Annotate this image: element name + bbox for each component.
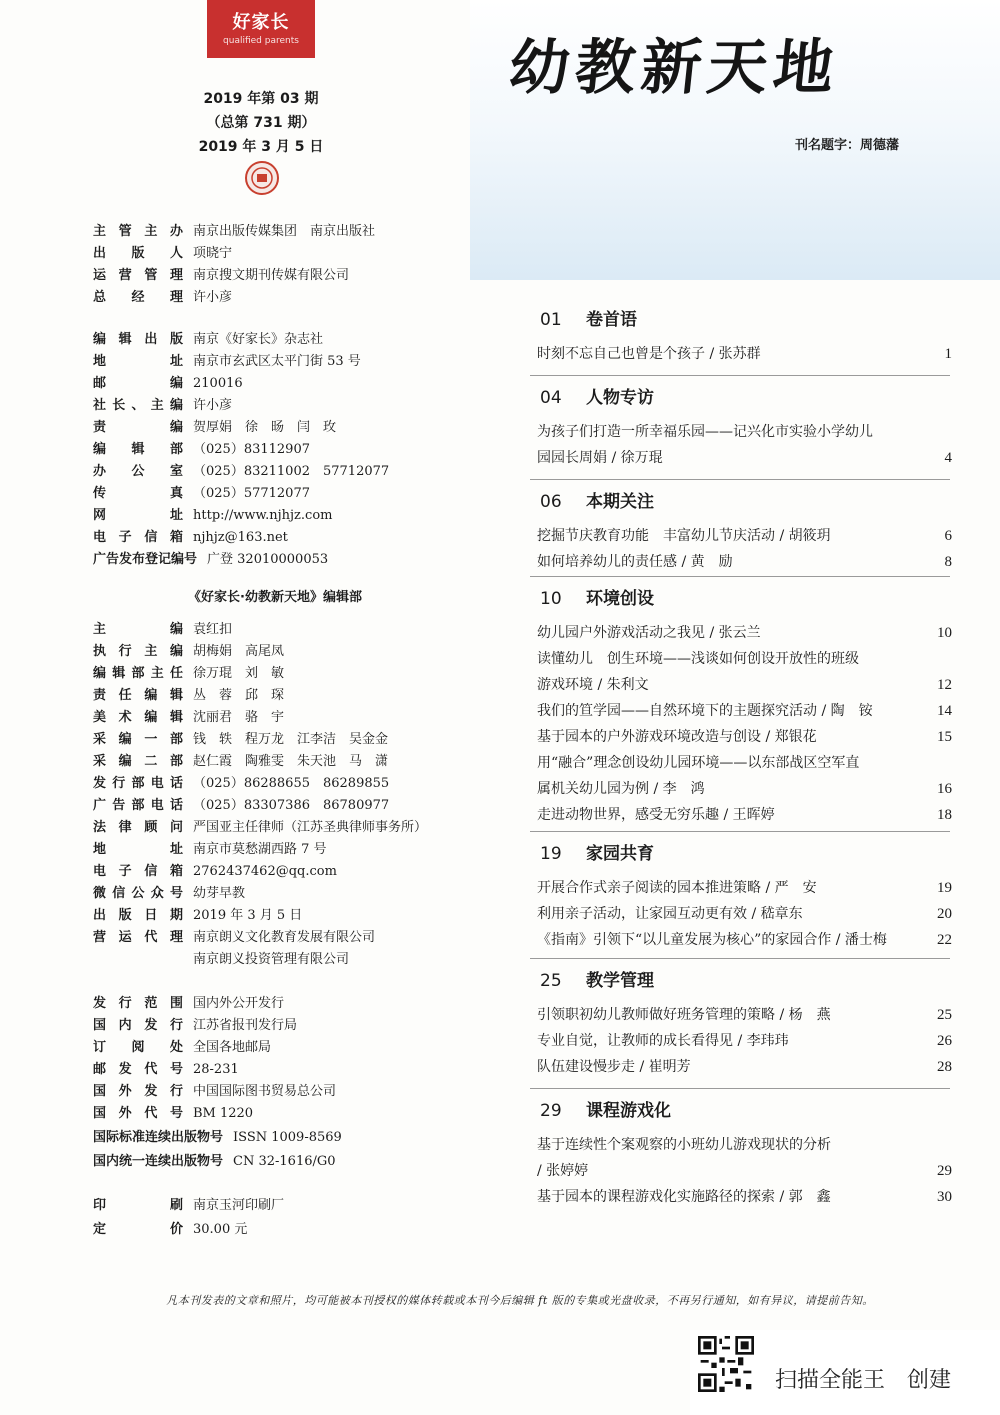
masthead-value: 南京玉河印刷厂 (193, 1198, 285, 1213)
toc-entry-text: 队伍建设慢步走 / 崔明芳 (537, 1059, 691, 1075)
toc-section-title: 人物专访 (586, 388, 654, 408)
brand-logo (207, 0, 315, 58)
masthead-value: 赵仁霞 陶雅雯 朱天池 马 潇 (193, 754, 389, 769)
masthead-row (93, 222, 375, 242)
toc-section-number: 25 (540, 971, 562, 991)
masthead-value: 210016 (193, 376, 243, 391)
toc-entry (537, 1184, 952, 1210)
masthead-value: 南京市玄武区太平门街 53 号 (193, 354, 361, 369)
masthead-row (93, 686, 284, 706)
toc-entry-text: 用“融合”理念创设幼儿园环境——以东部战区空军直 (537, 755, 860, 771)
masthead-value: 南京《好家长》杂志社 (193, 332, 324, 347)
masthead-value: （025）83211002 57712077 (193, 464, 390, 479)
toc-section-heading (540, 383, 654, 408)
masthead-label: 邮发代号 (93, 1062, 183, 1077)
masthead-value: （025）57712077 (193, 486, 310, 501)
toc-section-number: 29 (540, 1101, 562, 1121)
masthead-value: 30.00 元 (193, 1222, 248, 1237)
masthead-value: 丛 蓉 邱 琛 (193, 688, 285, 703)
masthead-label: 编辑部主任 (93, 666, 183, 681)
masthead-value: 许小彦 (193, 290, 233, 305)
toc-section-number: 19 (540, 844, 562, 864)
masthead-row (93, 884, 245, 904)
masthead-label: 国内发行 (93, 1018, 183, 1033)
masthead-value: 南京搜文期刊传媒有限公司 (193, 268, 350, 283)
toc-page-number: 12 (937, 677, 952, 693)
masthead-label: 运营管理 (93, 268, 183, 283)
masthead-value: 严国亚主任律师（江苏圣典律师事务所） (193, 820, 428, 835)
toc-section-title: 教学管理 (586, 971, 654, 991)
scanner-app-label: 扫描全能王 创建 (775, 1368, 952, 1393)
masthead-value: 广登 32010000053 (207, 552, 329, 567)
toc-section-heading (540, 966, 654, 991)
toc-entry (537, 901, 952, 927)
masthead-value: 国内外公开发行 (193, 996, 285, 1011)
toc-section-heading (540, 305, 637, 330)
toc-entry-text: 游戏环境 / 朱利文 (537, 677, 649, 693)
masthead-value: 许小彦 (193, 398, 233, 413)
toc-entry-text: 挖掘节庆教育功能 丰富幼儿节庆活动 / 胡筱玥 (537, 528, 831, 544)
masthead-label: 执行主编 (93, 644, 183, 659)
toc-page-number: 20 (937, 906, 952, 922)
masthead-label: 发行范围 (93, 996, 183, 1011)
masthead-row (93, 1038, 271, 1058)
masthead-row (93, 288, 232, 308)
qr-code-icon (698, 1336, 754, 1392)
masthead-value: 中国国际图书贸易总公司 (193, 1084, 337, 1099)
masthead-label: 发行部电话 (93, 776, 183, 791)
toc-section-heading (540, 487, 654, 512)
toc-section-heading (540, 1096, 671, 1121)
masthead-row (93, 462, 389, 482)
toc-entry-text: 开展合作式亲子阅读的园本推进策略 / 严 安 (537, 880, 817, 896)
toc-entry (537, 750, 952, 802)
toc-divider (530, 1088, 950, 1089)
toc-page-number: 6 (944, 528, 952, 544)
masthead-label: 编辑出版 (93, 332, 183, 347)
masthead-label: 网 址 (93, 508, 183, 523)
masthead-label: 微信公众号 (93, 886, 183, 901)
masthead-row (93, 352, 361, 372)
masthead-row (93, 642, 284, 662)
publisher-emblem-icon (244, 160, 280, 196)
toc-entry-text: 我们的笪学园——自然环境下的主题探究活动 / 陶 铵 (537, 703, 873, 719)
masthead-value: 钱 轶 程万龙 江李洁 吴金金 (193, 732, 389, 747)
toc-entry-text: 基于园本的户外游戏环境改造与创设 / 郑银花 (537, 729, 817, 745)
title-credit: 刊名题字：周德藩 (795, 138, 900, 153)
masthead-label: 国外代号 (93, 1106, 183, 1121)
toc-entry (537, 549, 952, 575)
toc-page-number: 19 (937, 880, 952, 896)
masthead-value: ISSN 1009-8569 (233, 1130, 342, 1145)
toc-entry-text: 如何培养幼儿的责任感 / 黄 励 (537, 554, 733, 570)
masthead-label: 广告发布登记编号 (93, 552, 198, 567)
toc-section-number: 10 (540, 589, 562, 609)
masthead-label: 印 刷 (93, 1198, 183, 1213)
toc-entry (537, 698, 952, 724)
toc-entry-text: 读懂幼儿 创生环境——浅谈如何创设开放性的班级 (537, 651, 859, 667)
masthead-row (93, 1220, 247, 1240)
toc-page-number: 25 (937, 1007, 952, 1023)
masthead-label: 地 址 (93, 842, 183, 857)
toc-entry (537, 927, 952, 953)
masthead-label: 国外发行 (93, 1084, 183, 1099)
toc-divider (530, 831, 950, 832)
masthead-label: 定 价 (93, 1222, 183, 1237)
masthead-label: 国内统一连续出版物号 (93, 1154, 224, 1169)
toc-entry (537, 802, 952, 828)
masthead-value: （025）86288655 86289855 (193, 776, 390, 791)
toc-entry (537, 875, 952, 901)
masthead-value: http://www.njhjz.com (193, 508, 333, 523)
toc-entry (537, 1054, 952, 1080)
toc-page-number: 14 (937, 703, 952, 719)
toc-entry-text: 走进动物世界，感受无穷乐趣 / 王晖婷 (537, 807, 775, 823)
masthead-row (93, 620, 232, 640)
toc-divider (530, 576, 950, 577)
toc-section-title: 课程游戏化 (586, 1101, 671, 1121)
masthead-row (93, 1128, 342, 1148)
masthead-row (93, 708, 284, 728)
toc-section-title: 家园共育 (586, 844, 654, 864)
toc-entry (537, 646, 952, 698)
toc-page-number: 8 (944, 554, 952, 570)
toc-section-title: 环境创设 (586, 589, 654, 609)
toc-divider (530, 375, 950, 376)
toc-section-number: 01 (540, 310, 562, 330)
masthead-label: 责任编辑 (93, 688, 183, 703)
masthead-label: 订 阅 处 (93, 1040, 183, 1055)
toc-section-heading (540, 839, 654, 864)
masthead-row (93, 440, 310, 460)
toc-entry-text: 专业自觉，让教师的成长看得见 / 李玮玮 (537, 1033, 789, 1049)
toc-entry-text: 园园长周娟 / 徐万琨 (537, 450, 663, 466)
masthead-value: njhjz@163.net (193, 530, 288, 545)
masthead-row (93, 730, 388, 750)
toc-entry (537, 1028, 952, 1054)
toc-entry (537, 724, 952, 750)
masthead-row (93, 1104, 253, 1124)
masthead-label: 法律顾问 (93, 820, 183, 835)
toc-page-number: 29 (937, 1163, 952, 1179)
masthead-label: 邮 编 (93, 376, 183, 391)
masthead-value: 江苏省报刊发行局 (193, 1018, 298, 1033)
masthead-label: 社长、主编 (93, 398, 183, 413)
masthead-row (93, 374, 243, 394)
toc-entry-text: 为孩子们打造一所幸福乐园——记兴化市实验小学幼儿 (537, 424, 873, 440)
masthead-row (93, 484, 310, 504)
issue-date: 2019 年 3 月 5 日 (198, 139, 324, 155)
editorial-dept-heading: 《好家长·幼教新天地》编辑部 (188, 590, 362, 605)
masthead-value: 项晓宁 (193, 246, 233, 261)
toc-divider (530, 479, 950, 480)
masthead-value: 南京出版传媒集团 南京出版社 (193, 224, 376, 239)
toc-entry-text: 引领职初幼儿教师做好班务管理的策略 / 杨 燕 (537, 1007, 831, 1023)
masthead-row (93, 330, 323, 350)
masthead-label: 采编一部 (93, 732, 183, 747)
brand-name: 好家长 (232, 12, 290, 33)
masthead-value: 28-231 (193, 1062, 239, 1077)
masthead-label: 美术编辑 (93, 710, 183, 725)
masthead-label: 传 真 (93, 486, 183, 501)
toc-entry (537, 1002, 952, 1028)
masthead-row (93, 862, 337, 882)
masthead-label: 出版日期 (93, 908, 183, 923)
masthead-label: 总 经 理 (93, 290, 183, 305)
toc-section-number: 04 (540, 388, 562, 408)
masthead-value: 南京朗义投资管理有限公司 (193, 952, 350, 967)
masthead-row (93, 396, 232, 416)
issue-total: （总第 731 期） (206, 115, 316, 131)
masthead-label: 责 编 (93, 420, 183, 435)
toc-entry-text: / 张婷婷 (537, 1163, 589, 1179)
toc-page-number: 26 (937, 1033, 952, 1049)
masthead-label: 电子信箱 (93, 864, 183, 879)
toc-entry-text: 幼儿园户外游戏活动之我见 / 张云兰 (537, 625, 761, 641)
masthead-value: 全国各地邮局 (193, 1040, 272, 1055)
toc-page-number: 10 (937, 625, 952, 641)
toc-page-number: 22 (937, 932, 952, 948)
masthead-row (93, 950, 349, 970)
toc-entry-text: 时刻不忘自己也曾是个孩子 / 张苏群 (537, 346, 761, 362)
toc-page-number: 4 (944, 450, 952, 466)
masthead-row (93, 418, 336, 438)
toc-section-heading (540, 584, 654, 609)
toc-divider (530, 958, 950, 959)
issue-number: 2019 年第 03 期 (203, 91, 319, 107)
masthead-value: 沈丽君 骆 宇 (193, 710, 285, 725)
masthead-value: 胡梅娟 高尾凤 (193, 644, 285, 659)
masthead-row (93, 928, 375, 948)
masthead-label: 主管主办 (93, 224, 183, 239)
masthead-row (93, 550, 328, 570)
masthead-row (93, 664, 284, 684)
toc-entry (537, 341, 952, 367)
toc-section-title: 卷首语 (586, 310, 637, 330)
masthead-value: CN 32-1616/G0 (233, 1154, 336, 1169)
toc-entry-text: 利用亲子活动，让家园互动更有效 / 嵇章东 (537, 906, 803, 922)
toc-entry-text: 《指南》引领下“以儿童发展为核心”的家园合作 / 潘士梅 (537, 932, 887, 948)
masthead-value: 2019 年 3 月 5 日 (193, 908, 303, 923)
magazine-title: 幼教新天地 (505, 33, 844, 103)
masthead-value: 幼芽早教 (193, 886, 246, 901)
toc-entry (537, 419, 952, 471)
toc-page-number: 30 (937, 1189, 952, 1205)
toc-entry-text: 基于连续性个案观察的小班幼儿游戏现状的分析 (537, 1137, 831, 1153)
toc-section-title: 本期关注 (586, 492, 654, 512)
masthead-row (93, 266, 349, 286)
masthead-label: 国际标准连续出版物号 (93, 1130, 224, 1145)
masthead-value: 南京市莫愁湖西路 7 号 (193, 842, 327, 857)
masthead-row (93, 528, 288, 548)
masthead-row (93, 244, 232, 264)
masthead-value: （025）83112907 (193, 442, 310, 457)
masthead-row (93, 774, 389, 794)
masthead-label: 广告部电话 (93, 798, 183, 813)
masthead-row (93, 818, 427, 838)
toc-entry-text: 基于园本的课程游戏化实施路径的探索 / 郭 鑫 (537, 1189, 831, 1205)
toc-section-number: 06 (540, 492, 562, 512)
masthead-value: 贺厚娟 徐 旸 闫 玫 (193, 420, 337, 435)
brand-tagline: qualified parents (223, 36, 299, 46)
masthead-row (93, 994, 284, 1014)
masthead-row (93, 752, 388, 772)
masthead-label: 采编二部 (93, 754, 183, 769)
masthead-label: 出 版 人 (93, 246, 183, 261)
masthead-label: 办 公 室 (93, 464, 183, 479)
masthead-row (93, 1060, 239, 1080)
masthead-value: 袁红扣 (193, 622, 233, 637)
toc-page-number: 18 (937, 807, 952, 823)
masthead-label: 主 编 (93, 622, 183, 637)
masthead-value: 徐万琨 刘 敏 (193, 666, 285, 681)
masthead-row (93, 1152, 336, 1172)
toc-entry (537, 1132, 952, 1184)
masthead-row (93, 906, 302, 926)
masthead-value: BM 1220 (193, 1106, 254, 1121)
toc-page-number: 1 (944, 346, 952, 362)
masthead-label: 编 辑 部 (93, 442, 183, 457)
masthead-label: 电子信箱 (93, 530, 183, 545)
masthead-row (93, 1082, 336, 1102)
toc-page-number: 16 (937, 781, 952, 797)
masthead-row (93, 796, 389, 816)
toc-page-number: 28 (937, 1059, 952, 1075)
masthead-row (93, 506, 332, 526)
toc-page-number: 15 (937, 729, 952, 745)
masthead-value: 南京朗义文化教育发展有限公司 (193, 930, 376, 945)
masthead-value: 2762437462@qq.com (193, 864, 337, 879)
masthead-row (93, 1196, 284, 1216)
masthead-row (93, 840, 327, 860)
toc-entry (537, 523, 952, 549)
masthead-label: 地 址 (93, 354, 183, 369)
masthead-label: 营运代理 (93, 930, 183, 945)
toc-entry-text: 属机关幼儿园为例 / 李 鸿 (537, 781, 705, 797)
copyright-notice: 凡本刊发表的文章和照片，均可能被本刊授权的媒体转载或本刊今后编辑 ft 版的专集或光盘收录，不再另行通知，如有异议，请提前告知。 (166, 1294, 874, 1307)
masthead-value: （025）83307386 86780977 (193, 798, 390, 813)
masthead-row (93, 1016, 297, 1036)
toc-entry (537, 620, 952, 646)
